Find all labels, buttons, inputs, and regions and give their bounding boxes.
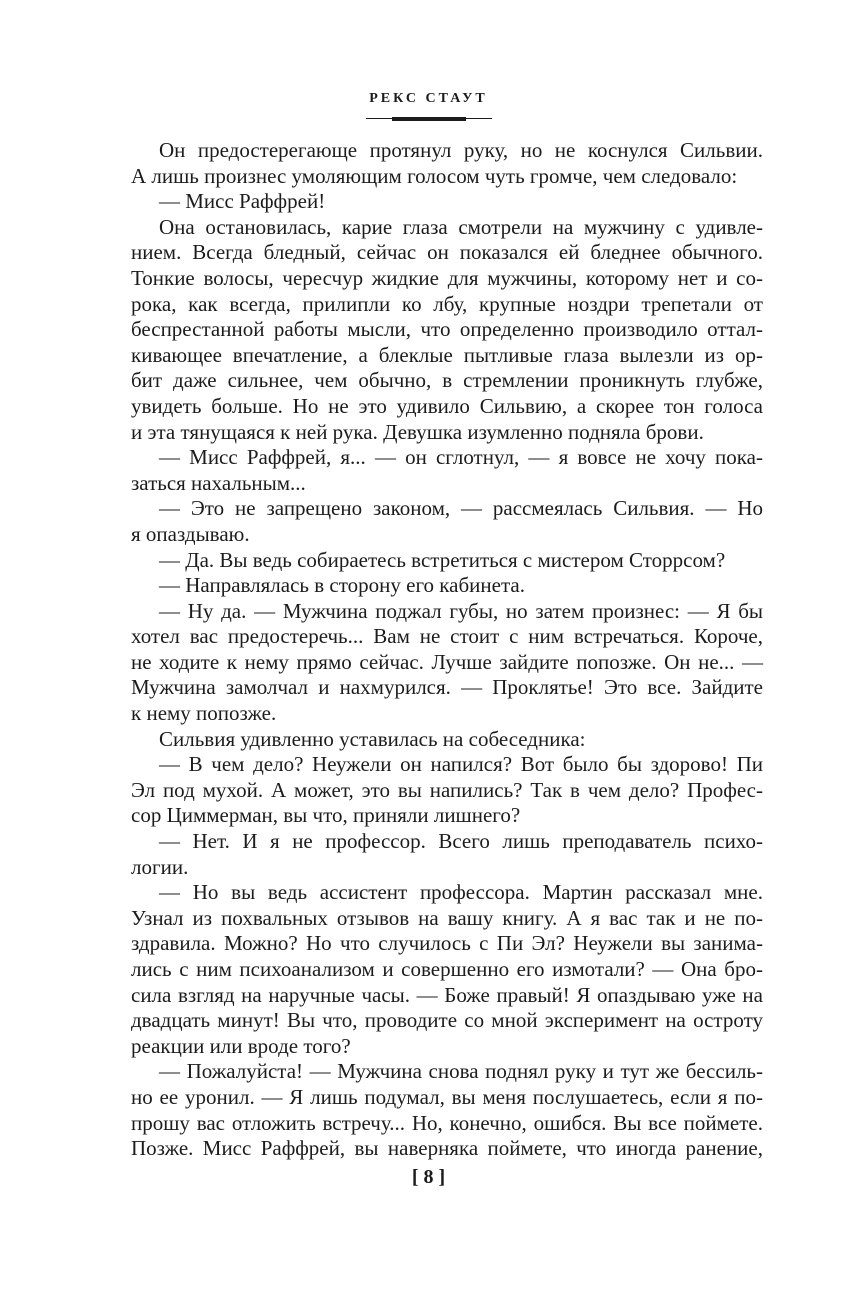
text-line: — Ну да. — Мужчина поджал губы, но затем произнес: — Я бы <box>159 598 763 623</box>
running-head: РЕКС СТАУТ <box>369 91 488 106</box>
text-line: и эта тянущаяся к ней рука. Девушка изумленно подняла брови. <box>131 419 704 444</box>
text-line: — Это не запрещено законом, — рассмеялась Сильвия. — Но <box>159 496 763 521</box>
text-line: прошу вас отложить встречу... Но, конечно, ошибся. Вы все поймете. <box>131 1110 763 1135</box>
text-line: Он предостерегающе протянул руку, но не коснулся Сильвии. <box>159 138 763 162</box>
text-line: бит даже сильнее, чем обычно, в стремлении проникнуть глубже, <box>131 368 763 393</box>
text-line: Эл под мухой. А может, это вы напились? Так в чем дело? Профес- <box>131 777 763 802</box>
text-line: — В чем дело? Неужели он напился? Вот было бы здорово! Пи <box>159 752 763 777</box>
text-line: хотел вас предостеречь... Вам не стоит с ним встречаться. Короче, <box>131 624 763 649</box>
text-line: двадцать минут! Вы что, проводите со мной эксперимент на остроту <box>131 1008 763 1033</box>
text-line: но ее уронил. — Я лишь подумал, вы меня послушаетесь, если я по- <box>131 1084 763 1109</box>
page-number: [ 8 ] <box>411 1166 446 1188</box>
body-text <box>131 138 763 1162</box>
text-line: лись с ним психоанализом и совершенно его измотали? — Она бро- <box>131 957 763 981</box>
text-line: не ходите к нему прямо сейчас. Лучше зайдите попозже. Он не... — <box>131 649 763 674</box>
text-line: я опаздываю. <box>131 521 250 546</box>
text-line: здравила. Можно? Но что случилось с Пи Эл? Неужели вы занима- <box>131 931 763 956</box>
text-line: — Пожалуйста! — Мужчина снова поднял руку и тут же бессиль- <box>159 1059 763 1084</box>
text-line: рока, как всегда, прилипли ко лбу, крупные ноздри трепетали от <box>131 291 763 316</box>
text-line: беспрестанной работы мысли, что определенно производило оттал- <box>131 317 763 342</box>
text-line: Позже. Мисс Раффрей, вы наверняка поймете, что иногда ранение, <box>131 1136 763 1161</box>
text-line: заться нахальным... <box>131 470 306 495</box>
text-line: — Мисс Раффрей, я... — он сглотнул, — я вовсе не хочу пока- <box>159 445 763 470</box>
text-line: реакции или вроде того? <box>131 1033 351 1058</box>
text-line: увидеть больше. Но не это удивило Сильвию, а скорее тон голоса <box>131 393 763 418</box>
running-head-rule-accent <box>392 117 466 121</box>
text-line: сор Циммерман, вы что, приняли лишнего? <box>131 803 521 828</box>
text-line: — Да. Вы ведь собираетесь встретиться с мистером Сторрсом? <box>159 547 726 572</box>
text-line: Она остановилась, карие глаза смотрели на мужчину с удивле- <box>159 214 763 239</box>
text-line: — Нет. И я не профессор. Всего лишь преподаватель психо- <box>159 829 763 854</box>
text-line: — Но вы ведь ассистент профессора. Мартин рассказал мне. <box>159 880 763 905</box>
text-line: А лишь произнес умоляющим голосом чуть громче, чем следовало: <box>131 163 738 188</box>
text-line: Тонкие волосы, чересчур жидкие для мужчины, которому нет и со- <box>131 265 763 290</box>
text-line: — Мисс Раффрей! <box>159 189 326 214</box>
text-line: логии. <box>131 854 189 879</box>
text-line: Узнал из похвальных отзывов на вашу книгу. А я вас так и не по- <box>131 905 763 930</box>
text-line: Мужчина замолчал и нахмурился. — Проклятье! Это все. Зайдите <box>131 675 763 700</box>
text-line: сила взгляд на наручные часы. — Боже правый! Я опаздываю уже на <box>131 982 763 1007</box>
text-line: нием. Всегда бледный, сейчас он показался ей бледнее обычного. <box>131 240 763 265</box>
text-line: кивающее впечатление, а блеклые пытливые глаза вылезли из ор- <box>131 342 763 367</box>
text-line: к нему попозже. <box>131 701 277 726</box>
text-line: Сильвия удивленно уставилась на собеседника: <box>159 726 586 751</box>
text-line: — Направлялась в сторону его кабинета. <box>159 573 525 598</box>
